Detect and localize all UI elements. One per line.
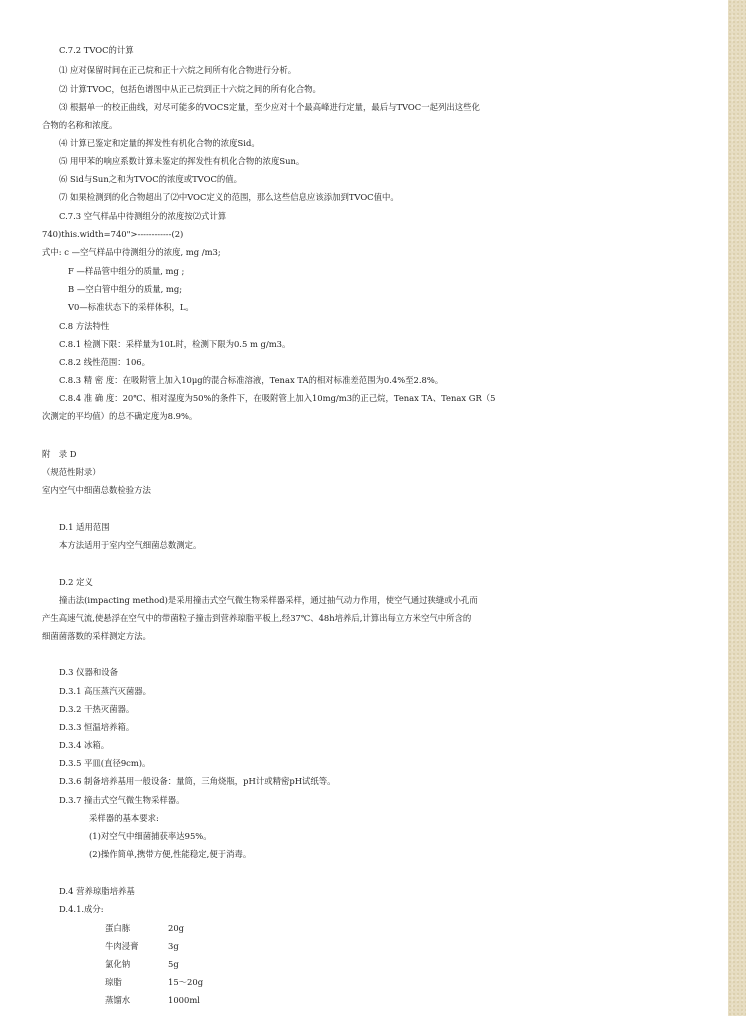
section-c73-title: C.7.3 空气样品中待测组分的浓度按⑵式计算 <box>59 211 227 221</box>
ingredient-name: 牛肉浸膏 <box>105 941 139 951</box>
c72-item-7: ⑺ 如果检测到的化合物超出了⑵中VOC定义的范围，那么这些信息应该添加到TVOC值中。 <box>59 192 399 202</box>
d2-title: D.2 定义 <box>59 577 93 587</box>
ingredient-qty: 1000ml <box>168 995 200 1005</box>
requirement-1: (1)对空气中细菌捕获率达95%。 <box>89 831 212 841</box>
ingredient-qty: 5g <box>168 959 179 969</box>
ingredient-row <box>105 940 225 952</box>
where-c: 式中: c —空气样品中待测组分的浓度, mg /m3; <box>42 247 221 257</box>
formula-placeholder: 740)this.width=740">------------(2) <box>42 229 184 239</box>
d3-item: D.3.1 高压蒸汽灭菌器。 <box>59 686 152 696</box>
where-b: B —空白管中组分的质量, mg; <box>68 284 183 294</box>
ingredient-qty: 15～20g <box>168 977 204 987</box>
ingredient-qty: 3g <box>168 941 179 951</box>
requirement-2: (2)操作简单,携带方便,性能稳定,便于消毒。 <box>89 849 252 859</box>
d2-line-1: 撞击法(impacting method)是采用撞击式空气微生物采样器采样，通过抽气动力作用，使空气通过狭缝或小孔而 <box>59 595 478 605</box>
c72-item-5: ⑸ 用甲苯的响应系数计算未鉴定的挥发性有机化合物的浓度Sun。 <box>59 156 305 166</box>
where-f: F —样品管中组分的质量, mg ; <box>68 266 185 276</box>
d3-item: D.3.4 冰箱。 <box>59 740 110 750</box>
ingredient-name: 蒸馏水 <box>105 995 131 1005</box>
c72-item-4: ⑷ 计算已鉴定和定量的挥发性有机化合物的浓度Sid。 <box>59 138 260 148</box>
ingredient-name: 蛋白胨 <box>105 923 131 933</box>
d3-item: D.3.3 恒温培养箱。 <box>59 722 135 732</box>
section-c72-title: C.7.2 TVOC的计算 <box>59 45 134 55</box>
c72-item-1: ⑴ 应对保留时间在正己烷和正十六烷之间所有化合物进行分析。 <box>59 65 297 75</box>
d41-title: D.4.1.成分: <box>59 904 104 914</box>
d4-title: D.4 营养琼脂培养基 <box>59 886 135 896</box>
ingredient-row <box>105 994 225 1006</box>
appendix-title: 室内空气中细菌总数检验方法 <box>42 485 151 495</box>
page-edge-texture <box>728 0 746 1016</box>
ingredient-row <box>105 922 225 934</box>
where-v0: V0—标准状态下的采样体积，L。 <box>68 302 194 312</box>
c84-line-2: 次测定的平均值）的总不确定度为8.9%。 <box>42 411 198 421</box>
appendix-normative: （规范性附录） <box>42 467 101 477</box>
d3-item: D.3.5 平皿(直径9cm)。 <box>59 758 151 768</box>
d2-line-3: 细菌菌落数的采样测定方法。 <box>42 631 151 641</box>
c72-item-2: ⑵ 计算TVOC，包括色谱图中从正己烷到正十六烷之间的所有化合物。 <box>59 84 321 94</box>
d3-title: D.3 仪器和设备 <box>59 667 118 677</box>
ingredient-name: 氯化钠 <box>105 959 131 969</box>
appendix-heading: 附 录 D <box>42 449 77 459</box>
c72-item-3-line-2: 合物的名称和浓度。 <box>42 120 118 130</box>
d1-title: D.1 适用范围 <box>59 522 110 532</box>
ingredient-name: 琼脂 <box>105 977 122 987</box>
d3-item: D.3.2 干热灭菌器。 <box>59 704 135 714</box>
d3-item: D.3.7 撞击式空气微生物采样器。 <box>59 795 185 805</box>
ingredient-qty: 20g <box>168 923 185 933</box>
c72-item-6: ⑹ Sid与Sun之和为TVOC的浓度或TVOC的值。 <box>59 174 242 184</box>
d3-item: D.3.6 制备培养基用一般设备：量筒，三角烧瓶，pH计或精密pH试纸等。 <box>59 776 336 786</box>
d1-text: 本方法适用于室内空气细菌总数测定。 <box>59 540 202 550</box>
c81-text: C.8.1 检测下限：采样量为10L时，检测下限为0.5 m g/m3。 <box>59 339 291 349</box>
c84-line-1: C.8.4 准 确 度：20℃、相对湿度为50%的条件下，在吸附管上加入10mg/m3的正己烷，Tenax TA、Tenax GR（5 <box>59 393 496 403</box>
d2-line-2: 产生高速气流,使悬浮在空气中的带菌粒子撞击到营养琼脂平板上,经37℃、48h培养后,计算出每立方米空气中所含的 <box>42 613 472 623</box>
c82-text: C.8.2 线性范围：106。 <box>59 357 150 367</box>
c72-item-3-line-1: ⑶ 根据单一的校正曲线，对尽可能多的VOCS定量，至少应对十个最高峰进行定量，最后与TVOC一起列出这些化 <box>59 102 480 112</box>
ingredient-row <box>105 976 225 988</box>
ingredient-row <box>105 958 225 970</box>
c83-text: C.8.3 精 密 度：在吸附管上加入10μg的混合标准溶液，Tenax TA的相对标准差范围为0.4%至2.8%。 <box>59 375 444 385</box>
section-c8-title: C.8 方法特性 <box>59 321 110 331</box>
sampler-requirements: 采样器的基本要求: <box>89 813 159 823</box>
